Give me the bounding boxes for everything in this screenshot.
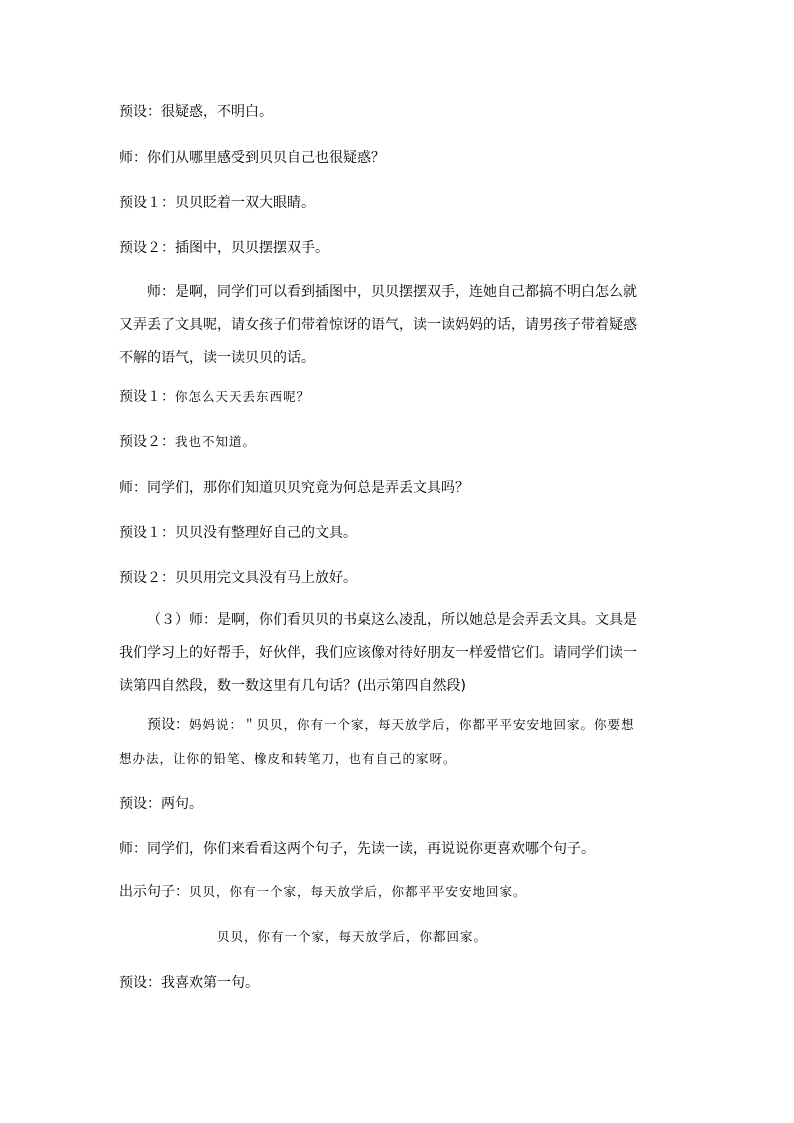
paragraph-teacher-question-2 bbox=[119, 472, 639, 504]
paragraph-preset-1-reading bbox=[119, 381, 639, 413]
paragraph-text: 预设：很疑惑，不明白。 bbox=[119, 104, 273, 120]
paragraph-show-sentence-1 bbox=[119, 876, 639, 908]
paragraph-text: 师：同学们，那你们知道贝贝究竟为何总是弄丢文具吗？ bbox=[119, 480, 469, 496]
paragraph-text: 预设１：贝贝眨着一双大眼睛。 bbox=[119, 195, 315, 211]
paragraph-text: 预设１：贝贝没有整理好自己的文具。 bbox=[119, 525, 357, 541]
paragraph-preset-2-putaway bbox=[119, 562, 639, 594]
paragraph-teacher-compare bbox=[119, 833, 639, 865]
paragraph-quote: 你怎么天天丢东西呢？ bbox=[175, 389, 311, 404]
paragraph-quote: 贝贝，你有一个家，每天放学后，你都平平安安地回家。 bbox=[189, 884, 527, 899]
paragraph-label: 预设２： bbox=[119, 434, 175, 450]
paragraph-teacher-instruction bbox=[119, 276, 641, 375]
paragraph-show-sentence-2 bbox=[217, 921, 737, 953]
paragraph-label: 预设１： bbox=[119, 389, 175, 405]
paragraph-label: 出示句子： bbox=[119, 884, 189, 900]
paragraph-preset-two-sentences bbox=[119, 788, 639, 820]
paragraph-text: 预设２：插图中，贝贝摆摆双手。 bbox=[119, 240, 329, 256]
paragraph-preset-2-reading bbox=[119, 426, 639, 458]
paragraph-text: （３）师：是啊，你们看贝贝的书桌这么凌乱，所以她总是会弄丢文具。文具是我们学习上的好帮手，好伙伴，我们应该像对待好朋友一样爱惜它们。请同学们读一读第四自然段，数一数这里有几句话？(出示第四自然段) bbox=[119, 612, 637, 694]
paragraph-quote: 贝贝，你有一个家，每天放学后，你都回家。 bbox=[217, 929, 488, 944]
paragraph-preset-1-organize bbox=[119, 517, 639, 549]
paragraph-preset-confused bbox=[119, 96, 639, 128]
paragraph-preset-prefer-first bbox=[119, 967, 639, 999]
paragraph-preset-2-hands bbox=[119, 232, 639, 264]
paragraph-quote: 妈妈说：＂贝贝，你有一个家，每天放学后，你都平平安安地回家。你要想想办法，让你的铅笔、橡皮和转笔刀，也有自己的家呀。 bbox=[119, 717, 635, 766]
paragraph-teacher-question-1 bbox=[119, 142, 639, 174]
paragraph-teacher-section-3 bbox=[119, 604, 641, 703]
paragraph-text: 师：是啊，同学们可以看到插图中，贝贝摆摆双手，连她自己都搞不明白怎么就又弄丢了文具呢，请女孩子们带着惊讶的语气，读一读妈妈的话，请男孩子带着疑惑不解的语气，读一读贝贝的话。 bbox=[119, 284, 637, 366]
paragraph-text: 预设：我喜欢第一句。 bbox=[119, 975, 259, 991]
paragraph-text: 预设２：贝贝用完文具没有马上放好。 bbox=[119, 570, 357, 586]
paragraph-quote: 我也不知道。 bbox=[175, 434, 257, 449]
paragraph-preset-mother-says bbox=[119, 708, 641, 776]
paragraph-text: 预设：两句。 bbox=[119, 796, 203, 812]
paragraph-text: 师：你们从哪里感受到贝贝自己也很疑惑？ bbox=[119, 150, 385, 166]
paragraph-text: 师：同学们，你们来看看这两个句子，先读一读，再说说你更喜欢哪个句子。 bbox=[119, 841, 595, 857]
paragraph-preset-1-eyes bbox=[119, 187, 639, 219]
paragraph-label: 预设： bbox=[147, 717, 189, 733]
